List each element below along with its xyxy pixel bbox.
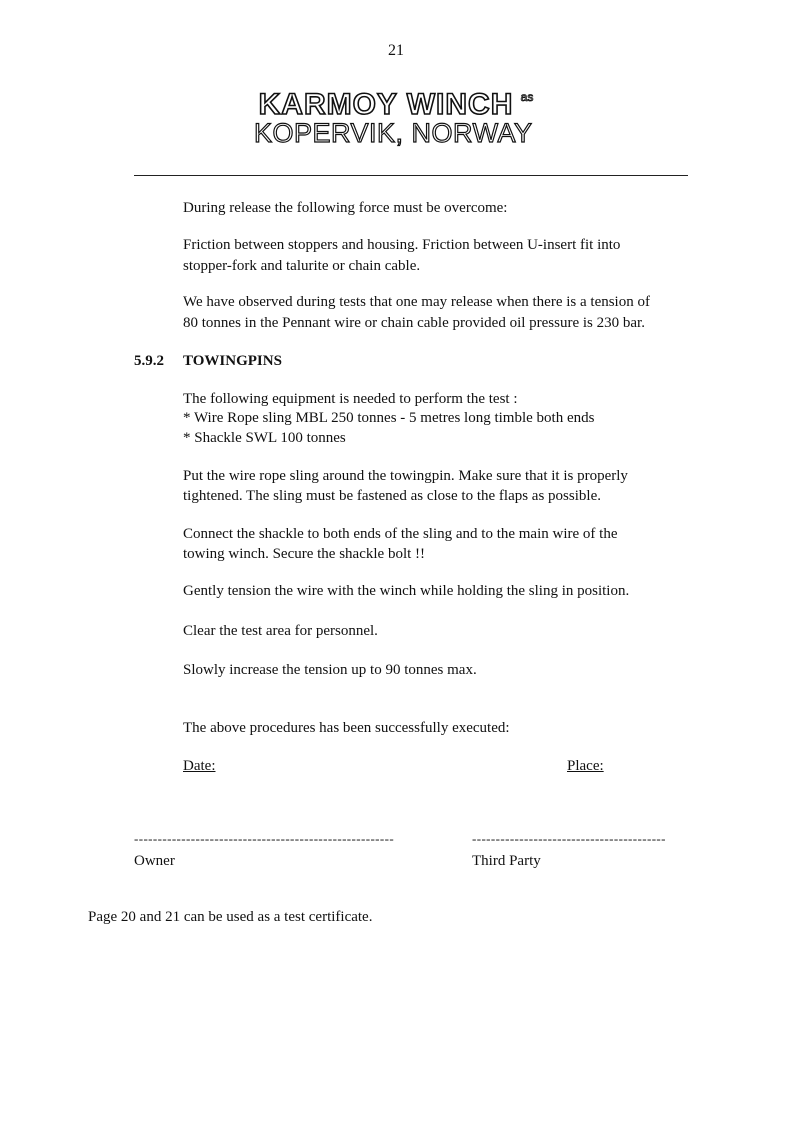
company-logo [254, 90, 534, 152]
section-title: TOWINGPINS [183, 353, 282, 369]
third-party-label: Third Party [472, 853, 541, 869]
execution-statement: The above procedures has been successfully executed: [183, 720, 510, 736]
sling-instruction-line-1: Put the wire rope sling around the towingpin. Make sure that it is properly [183, 468, 628, 484]
equipment-item-sling: * Wire Rope sling MBL 250 tonnes - 5 metres long timble both ends [183, 410, 595, 426]
increase-tension-instruction: Slowly increase the tension up to 90 tonnes max. [183, 662, 477, 678]
certificate-note: Page 20 and 21 can be used as a test certificate. [88, 909, 373, 925]
shackle-instruction-line-1: Connect the shackle to both ends of the sling and to the main wire of the [183, 526, 618, 542]
owner-label: Owner [134, 853, 175, 869]
sling-instruction-line-2: tightened. The sling must be fastened as close to the flaps as possible. [183, 488, 601, 504]
friction-line-1: Friction between stoppers and housing. Friction between U-insert fit into [183, 237, 621, 253]
section-number: 5.9.2 [134, 353, 164, 369]
friction-line-2: stopper-fork and talurite or chain cable. [183, 258, 421, 274]
logo-company-name: KARMOY WINCH [258, 88, 514, 121]
logo-location: KOPERVIK, NORWAY [254, 118, 533, 148]
owner-signature-line: ------------------------------------------------------- [134, 831, 395, 846]
equipment-intro: The following equipment is needed to perform the test : [183, 391, 518, 407]
shackle-instruction-line-2: towing winch. Secure the shackle bolt !! [183, 546, 426, 562]
third-party-signature-line: ----------------------------------------- [472, 831, 666, 846]
clear-area-instruction: Clear the test area for personnel. [183, 623, 378, 639]
release-intro: During release the following force must be overcome: [183, 200, 508, 216]
observation-line-1: We have observed during tests that one may release when there is a tension of [183, 294, 650, 310]
equipment-item-shackle: * Shackle SWL 100 tonnes [183, 430, 346, 446]
header-divider [134, 175, 688, 176]
observation-line-2: 80 tonnes in the Pennant wire or chain cable provided oil pressure is 230 bar. [183, 315, 645, 331]
logo-badge: as [520, 90, 534, 104]
date-label: Date: [183, 758, 216, 774]
place-label: Place: [567, 758, 604, 774]
page-number: 21 [388, 42, 404, 59]
tension-instruction: Gently tension the wire with the winch while holding the sling in position. [183, 583, 630, 599]
